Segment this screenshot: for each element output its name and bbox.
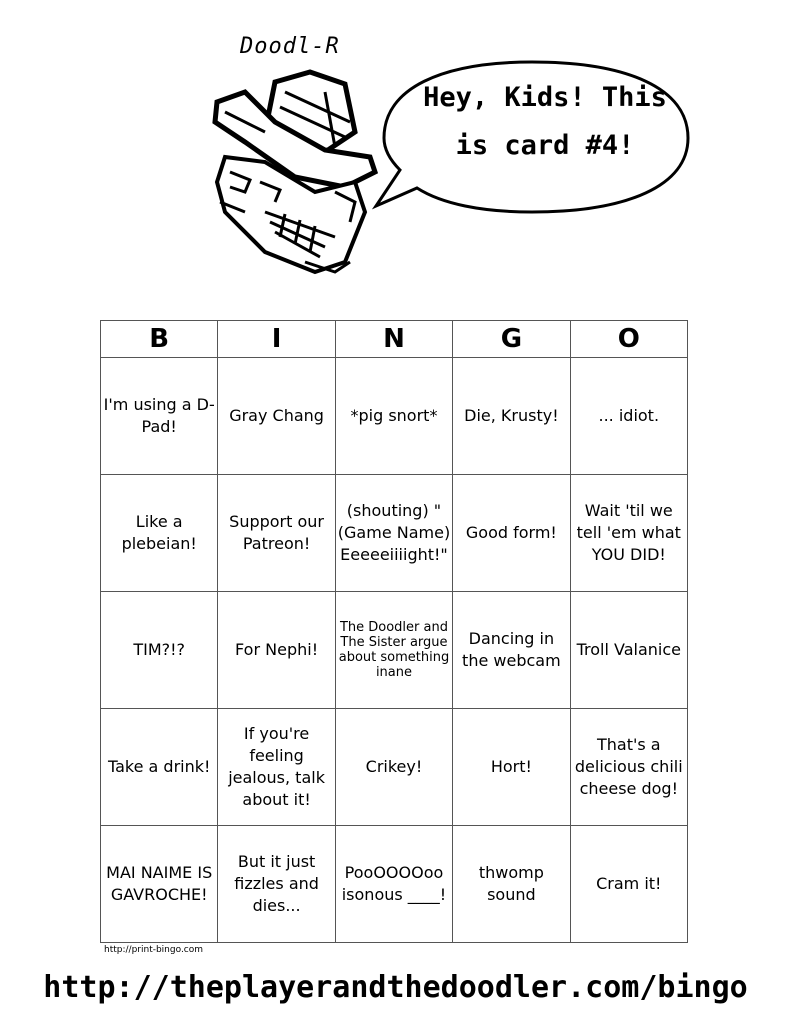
card-row	[101, 826, 688, 943]
bingo-cell: Take a drink!	[101, 709, 218, 826]
mascot-illustration	[205, 62, 380, 280]
bingo-cell: The Doodler and The Sister argue about something inane	[335, 592, 452, 709]
bingo-cell: I'm using a D-Pad!	[101, 358, 218, 475]
bingo-cell: But it just fizzles and dies...	[218, 826, 335, 943]
logo-text: Doodl-R	[240, 34, 340, 59]
bingo-cell: Cram it!	[570, 826, 687, 943]
bingo-cell: Good form!	[453, 475, 570, 592]
bingo-cell: Troll Valanice	[570, 592, 687, 709]
column-header-i: I	[218, 321, 335, 358]
card-row	[101, 475, 688, 592]
bingo-cell: TIM?!?	[101, 592, 218, 709]
bingo-cell: For Nephi!	[218, 592, 335, 709]
bingo-cell: Crikey!	[335, 709, 452, 826]
bingo-cell: Wait 'til we tell 'em what YOU DID!	[570, 475, 687, 592]
column-header-o: O	[570, 321, 687, 358]
card-row	[101, 358, 688, 475]
column-header-n: N	[335, 321, 452, 358]
bingo-cell: Gray Chang	[218, 358, 335, 475]
bingo-cell: That's a delicious chili cheese dog!	[570, 709, 687, 826]
bingo-cell: PooOOOOoo isonous ____!	[335, 826, 452, 943]
bingo-cell: Die, Krusty!	[453, 358, 570, 475]
bingo-cell: Dancing in the webcam	[453, 592, 570, 709]
card-row	[101, 592, 688, 709]
bingo-cell: *pig snort*	[335, 358, 452, 475]
bingo-cell: Support our Patreon!	[218, 475, 335, 592]
bingo-cell: (shouting) "(Game Name) Eeeeeiiiight!"	[335, 475, 452, 592]
bingo-cell: If you're feeling jealous, talk about it!	[218, 709, 335, 826]
bingo-cell: ... idiot.	[570, 358, 687, 475]
column-header-b: B	[101, 321, 218, 358]
card-row	[101, 709, 688, 826]
speech-text: Hey, Kids! This is card #4!	[423, 82, 667, 161]
credit-link[interactable]: http://print-bingo.com	[104, 945, 204, 955]
bingo-cell: MAI NAIME IS GAVROCHE!	[101, 826, 218, 943]
column-header-g: G	[453, 321, 570, 358]
bingo-cell: Hort!	[453, 709, 570, 826]
website-url[interactable]: http://theplayerandthedoodler.com/bingo	[43, 970, 748, 1005]
bingo-cell: Like a plebeian!	[101, 475, 218, 592]
bingo-cell: thwomp sound	[453, 826, 570, 943]
bingo-card	[100, 320, 688, 943]
